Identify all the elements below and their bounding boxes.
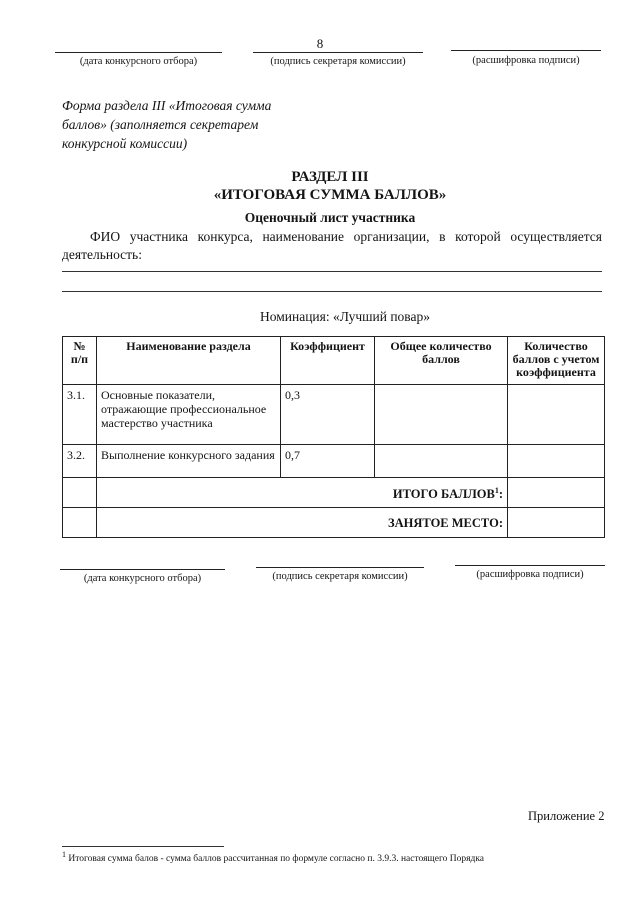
row-num: 3.1. (63, 385, 97, 445)
secretary-signature-line (253, 52, 423, 53)
bottom-date-signature-line (60, 569, 225, 570)
place-cell[interactable] (508, 508, 605, 538)
header-weighted-score: Количество баллов с учетом коэффициента (508, 337, 605, 385)
table-header-row (63, 337, 605, 385)
row-coefficient: 0,3 (281, 385, 375, 445)
signature-decode-label: (расшифровка подписи) (472, 55, 580, 66)
form-note: Форма раздела III «Итоговая сумма баллов» (заполняется секретарем конкурсной комиссии) (62, 98, 272, 151)
secretary-signature-label: (подпись секретаря комиссии) (270, 56, 406, 67)
header-total-score: Общее количество баллов (375, 337, 508, 385)
total-label-text: ИТОГО БАЛЛОВ (392, 487, 495, 502)
bottom-secretary-signature-line (256, 567, 424, 568)
row-total-score-cell[interactable] (375, 445, 508, 478)
place-label: ЗАНЯТОЕ МЕСТО: (97, 508, 508, 538)
place-row-num-cell (63, 508, 97, 538)
bottom-secretary-signature-label: (подпись секретаря комиссии) (272, 571, 408, 582)
sheet-title: Оценочный лист участника (244, 210, 416, 225)
participant-fio-text: ФИО участника конкурса, наименование организации, в которой осуществляется деятельность: (62, 229, 602, 262)
header-coefficient: Коэффициент (281, 337, 375, 385)
row-weighted-score-cell[interactable] (508, 445, 605, 478)
footnote (62, 850, 484, 864)
date-signature-label: (дата конкурсного отбора) (79, 56, 198, 67)
header-num: № п/п (63, 337, 97, 385)
fio-fill-line-2 (62, 291, 602, 292)
row-weighted-score-cell[interactable] (508, 385, 605, 445)
nomination: Номинация: «Лучший повар» (259, 309, 430, 324)
row-section-name: Выполнение конкурсного задания (97, 445, 281, 478)
bottom-signature-decode-label: (расшифровка подписи) (476, 569, 584, 580)
row-num: 3.2. (63, 445, 97, 478)
footnote-marker: 1 (62, 850, 66, 859)
footnote-separator (62, 846, 224, 847)
date-signature-line (55, 52, 222, 53)
appendix-label: Приложение 2 (528, 809, 605, 823)
signature-decode-line (451, 50, 601, 51)
header-section-name: Наименование раздела (97, 337, 281, 385)
table-row (63, 445, 605, 478)
scores-table (62, 336, 605, 538)
total-footnote-marker: 1 (494, 485, 499, 495)
bottom-date-signature-label: (дата конкурсного отбора) (83, 573, 202, 584)
row-total-score-cell[interactable] (375, 385, 508, 445)
page-number: 8 (316, 36, 324, 51)
fio-fill-line-1 (62, 271, 602, 272)
total-row (63, 478, 605, 508)
row-coefficient: 0,7 (281, 445, 375, 478)
table-row (63, 385, 605, 445)
section-title: «ИТОГОВАЯ СУММА БАЛЛОВ» (213, 187, 447, 203)
place-row (63, 508, 605, 538)
bottom-signature-decode-line (455, 565, 605, 566)
row-section-name: Основные показатели, отражающие профессиональное мастерство участника (97, 385, 281, 445)
total-label (97, 478, 508, 508)
total-row-num-cell (63, 478, 97, 508)
total-label-colon: : (498, 487, 503, 502)
footnote-text: Итоговая сумма балов - сумма баллов рассчитанная по формуле согласно п. 3.9.3. настоящего Порядка (68, 854, 485, 865)
section-heading: РАЗДЕЛ III (291, 169, 369, 185)
total-score-cell[interactable] (508, 478, 605, 508)
